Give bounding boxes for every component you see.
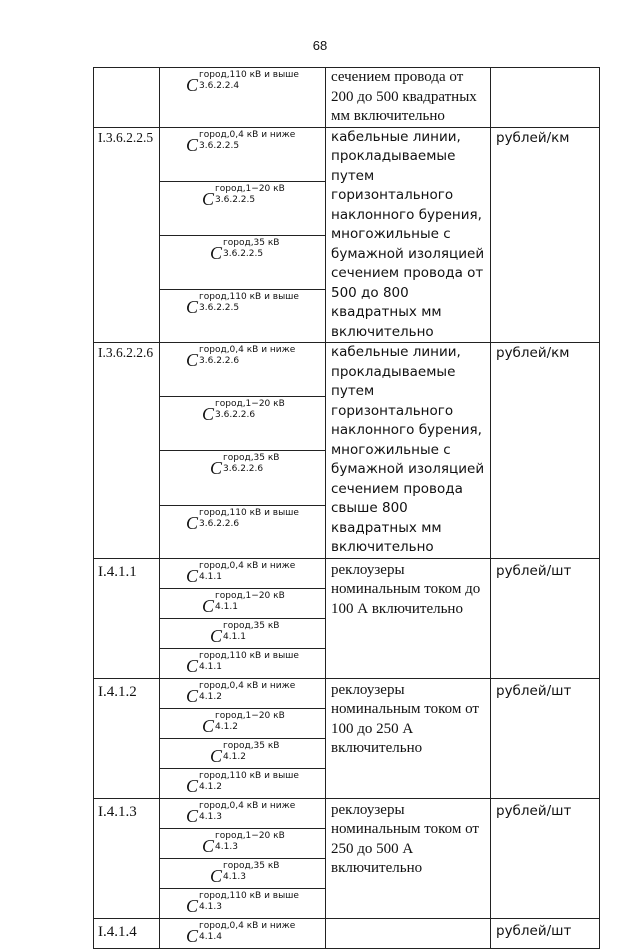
cost-symbol: C (210, 458, 223, 479)
formula-cell (160, 618, 326, 648)
formula: C город,0,4 кВ и ниже 4.1.4 (186, 920, 296, 946)
formula-cell (160, 397, 326, 451)
formula-cell (160, 858, 326, 888)
formula-cell (160, 181, 326, 235)
code-cell: I.3.6.2.2.6 (94, 343, 160, 559)
formula: C город,35 кВ 3.6.2.2.6 (210, 453, 280, 479)
cost-symbol: C (186, 895, 199, 916)
description-cell: реклоузеры номинальным током от 250 до 500 А включительно (326, 798, 491, 918)
unit-cell (491, 68, 600, 128)
formula-cell (160, 888, 326, 918)
table-row (94, 127, 600, 181)
formula: C город,110 кВ и выше 4.1.3 (186, 890, 299, 916)
cost-symbol: C (186, 75, 199, 95)
code-cell: I.4.1.2 (94, 678, 160, 798)
formula: C город,35 кВ 4.1.1 (210, 620, 280, 646)
code-cell: I.4.1.1 (94, 558, 160, 678)
formula: C город,35 кВ 3.6.2.2.5 (210, 237, 280, 263)
table-row (94, 558, 600, 588)
tariff-table (93, 67, 600, 949)
formula: C город,110 кВ и выше 3.6.2.2.4 (186, 70, 299, 95)
formula-cell (160, 828, 326, 858)
cost-symbol: C (186, 775, 199, 796)
formula: C город,110 кВ и выше 4.1.1 (186, 650, 299, 676)
cost-symbol: C (186, 134, 199, 155)
formula-cell (160, 127, 326, 181)
unit-cell: рублей/км (491, 127, 600, 343)
description-cell: сечением провода от 200 до 500 квадратных мм включительно (326, 68, 491, 128)
formula-cell (160, 290, 326, 343)
table-row (94, 918, 600, 948)
code-cell: I.4.1.4 (94, 918, 160, 948)
table-row (94, 798, 600, 828)
formula-cell (160, 558, 326, 588)
formula-cell (160, 648, 326, 678)
formula-cell (160, 768, 326, 798)
cost-symbol: C (186, 805, 199, 826)
cost-symbol: C (186, 512, 199, 533)
table-row (94, 678, 600, 708)
formula: C город,1−20 кВ 4.1.2 (202, 710, 285, 736)
code-cell (94, 68, 160, 128)
formula: C город,1−20 кВ 3.6.2.2.6 (202, 399, 285, 425)
unit-cell: рублей/шт (491, 678, 600, 798)
unit-cell: рублей/км (491, 343, 600, 559)
formula: C город,1−20 кВ 3.6.2.2.5 (202, 183, 285, 209)
cost-symbol: C (186, 297, 199, 318)
code-cell: I.4.1.3 (94, 798, 160, 918)
formula: C город,0,4 кВ и ниже 3.6.2.2.6 (186, 345, 296, 370)
page-number: 68 (312, 38, 328, 53)
cost-symbol: C (202, 595, 215, 616)
description-cell: кабельные линии, прокладываемые путем горизонтального наклонного бурения, многожильные с бумажной изоляцией сечением провода свыше 800 квадратных мм включительно (326, 343, 491, 559)
table-row (94, 68, 600, 128)
formula: C город,110 кВ и выше 3.6.2.2.5 (186, 292, 299, 318)
cost-symbol: C (202, 404, 215, 425)
description-cell: реклоузеры номинальным током до 100 А включительно (326, 558, 491, 678)
formula: C город,0,4 кВ и ниже 4.1.3 (186, 800, 296, 826)
unit-cell: рублей/шт (491, 558, 600, 678)
unit-cell: рублей/шт (491, 798, 600, 918)
cost-symbol: C (210, 865, 223, 886)
formula-cell (160, 68, 326, 128)
formula: C город,110 кВ и выше 4.1.2 (186, 770, 299, 796)
formula: C город,1−20 кВ 4.1.1 (202, 590, 285, 616)
cost-symbol: C (210, 745, 223, 766)
cost-symbol: C (186, 685, 199, 706)
description-cell: реклоузеры номинальным током от 100 до 250 А включительно (326, 678, 491, 798)
formula: C город,1−20 кВ 4.1.3 (202, 830, 285, 856)
formula-cell (160, 235, 326, 289)
formula: C город,0,4 кВ и ниже 4.1.2 (186, 680, 296, 706)
cost-symbol: C (186, 925, 199, 946)
cost-symbol: C (202, 835, 215, 856)
formula-cell (160, 798, 326, 828)
cost-symbol: C (186, 655, 199, 676)
formula: C город,110 кВ и выше 3.6.2.2.6 (186, 507, 299, 533)
description-cell (326, 918, 491, 948)
formula-cell (160, 505, 326, 558)
unit-cell: рублей/шт (491, 918, 600, 948)
cost-symbol: C (202, 715, 215, 736)
formula-cell (160, 918, 326, 948)
cost-symbol: C (186, 565, 199, 586)
code-cell: I.3.6.2.2.5 (94, 127, 160, 343)
formula: C город,35 кВ 4.1.3 (210, 860, 280, 886)
cost-symbol: C (186, 350, 199, 370)
formula-cell (160, 343, 326, 397)
cost-symbol: C (202, 188, 215, 209)
cost-symbol: C (210, 242, 223, 263)
cost-symbol: C (210, 625, 223, 646)
formula: C город,35 кВ 4.1.2 (210, 740, 280, 766)
formula-cell (160, 678, 326, 708)
table-row (94, 343, 600, 397)
formula-cell (160, 451, 326, 505)
formula: C город,0,4 кВ и ниже 3.6.2.2.5 (186, 129, 296, 155)
description-cell: кабельные линии, прокладываемые путем горизонтального наклонного бурения, многожильные с бумажной изоляцией сечением провода от 500 до 800 квадратных мм включительно (326, 127, 491, 343)
formula-cell (160, 588, 326, 618)
formula: C город,0,4 кВ и ниже 4.1.1 (186, 560, 296, 586)
formula-cell (160, 708, 326, 738)
formula-cell (160, 738, 326, 768)
